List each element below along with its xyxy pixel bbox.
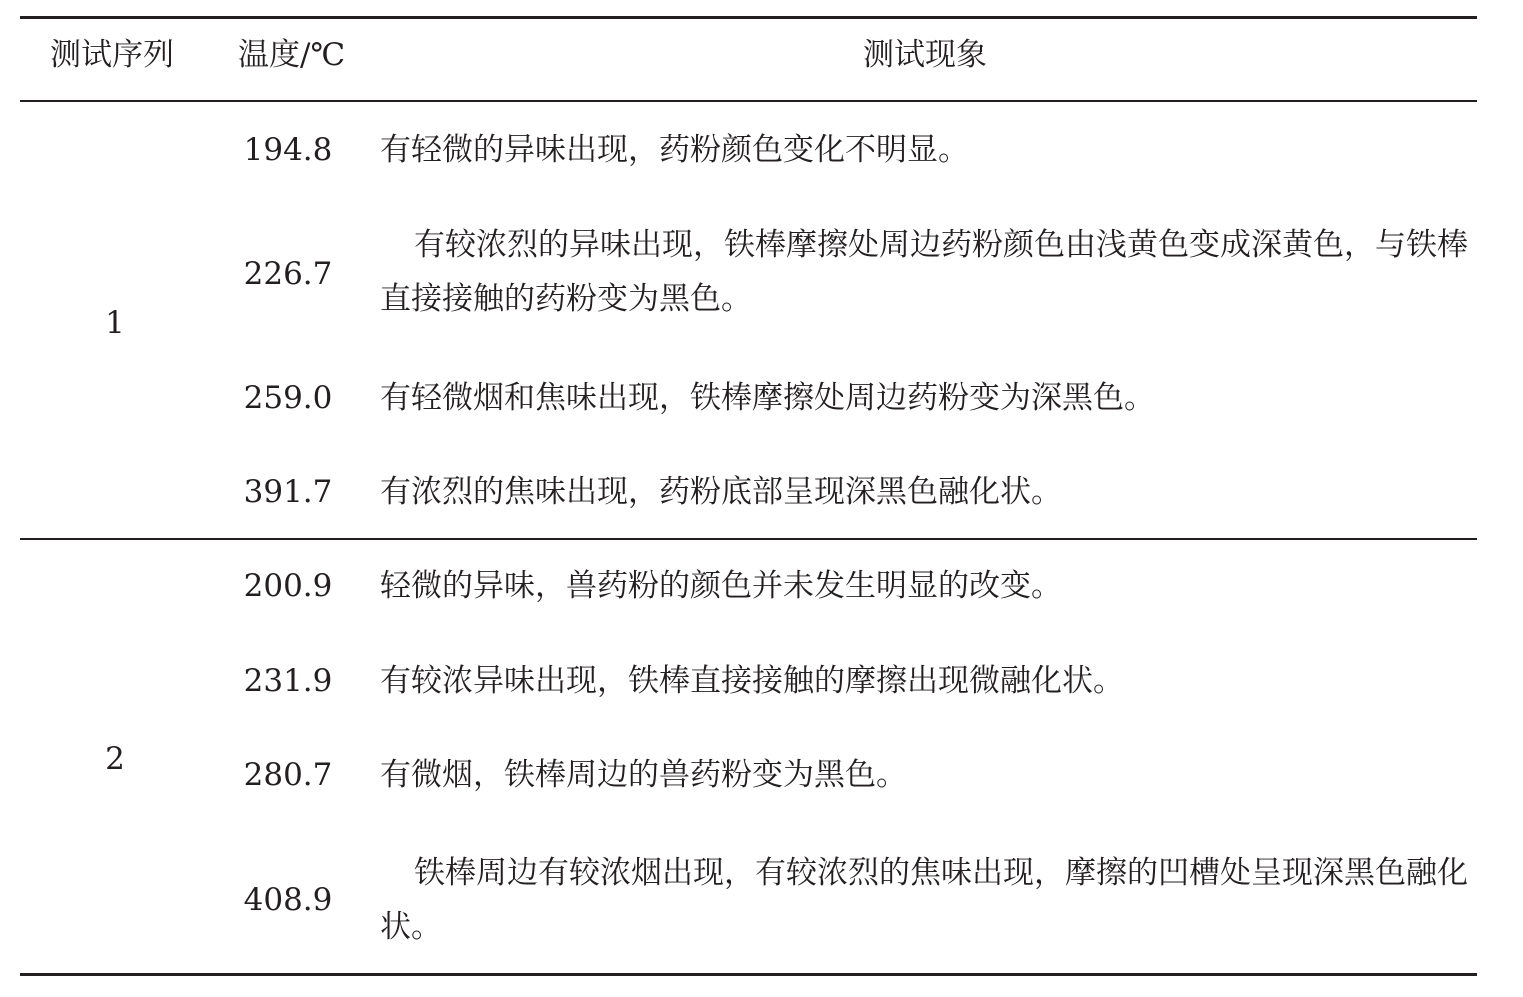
group-2-row-1-phenomenon: 轻微的异味，兽药粉的颜色并未发生明显的改变。 bbox=[380, 568, 1062, 604]
group-1-row-3-temperature: 259.0 bbox=[243, 380, 333, 416]
table-bottom-rule bbox=[20, 973, 1477, 976]
group-2-sequence: 2 bbox=[105, 741, 125, 777]
group-1-row-3-phenomenon: 有轻微烟和焦味出现，铁棒摩擦处周边药粉变为深黑色。 bbox=[380, 380, 1155, 416]
group-1-sequence: 1 bbox=[105, 305, 125, 341]
group-2-row-2-temperature: 231.9 bbox=[243, 663, 333, 699]
group-2-row-1-temperature: 200.9 bbox=[243, 568, 333, 604]
group-2-row-3-temperature: 280.7 bbox=[243, 757, 333, 793]
group-2-row-4-temperature: 408.9 bbox=[243, 882, 333, 918]
group-2-row-3-phenomenon: 有微烟，铁棒周边的兽药粉变为黑色。 bbox=[380, 757, 907, 793]
header-sequence: 测试序列 bbox=[50, 37, 174, 73]
header-phenomenon: 测试现象 bbox=[863, 37, 987, 73]
group-separator-rule bbox=[20, 538, 1477, 540]
group-1-row-1-temperature: 194.8 bbox=[243, 132, 333, 168]
header-temperature: 温度/℃ bbox=[238, 37, 346, 73]
group-2-row-4-phenomenon: 铁棒周边有较浓烟出现，有较浓烈的焦味出现，摩擦的凹槽处呈现深黑色融化状。 bbox=[380, 855, 1468, 945]
table-top-rule bbox=[20, 16, 1477, 19]
group-2-row-2-phenomenon: 有较浓异味出现，铁棒直接接触的摩擦出现微融化状。 bbox=[380, 663, 1124, 699]
group-1-row-4-temperature: 391.7 bbox=[243, 474, 333, 510]
group-1-row-2-temperature: 226.7 bbox=[243, 256, 333, 292]
group-1-row-2-phenomenon: 有较浓烈的异味出现，铁棒摩擦处周边药粉颜色由浅黄色变成深黄色，与铁棒直接接触的药粉变为黑色。 bbox=[380, 227, 1468, 317]
group-1-row-1-phenomenon: 有轻微的异味出现，药粉颜色变化不明显。 bbox=[380, 132, 969, 168]
group-1-row-4-phenomenon: 有浓烈的焦味出现，药粉底部呈现深黑色融化状。 bbox=[380, 474, 1062, 510]
header-rule bbox=[20, 100, 1477, 102]
